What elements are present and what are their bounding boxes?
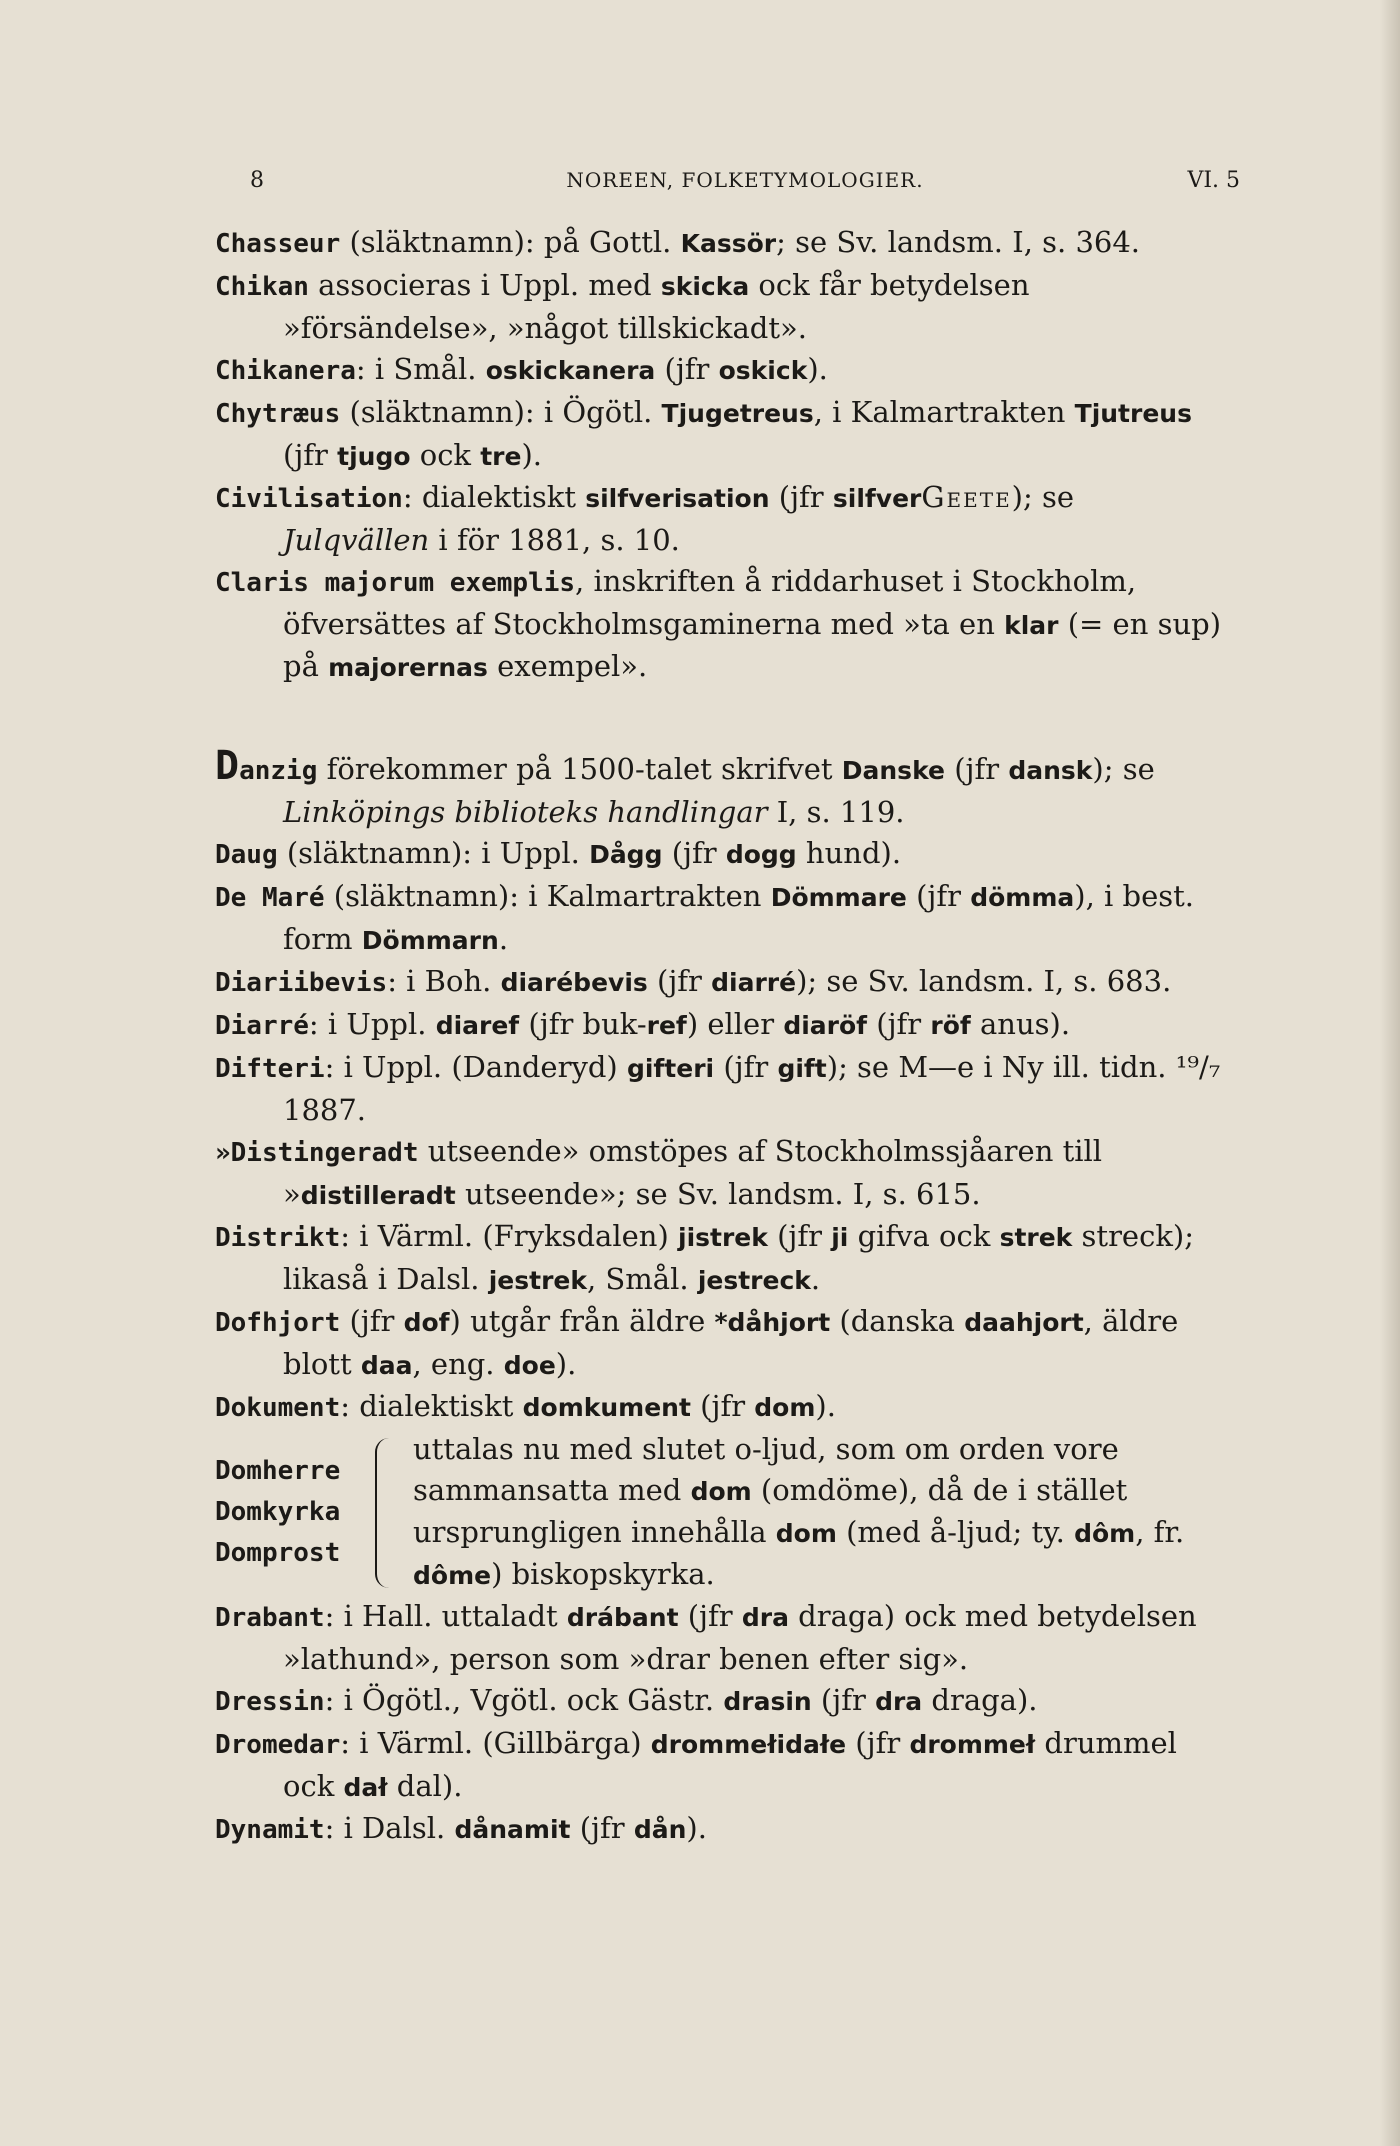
spaced-form: Tjugetreus (661, 399, 814, 428)
spaced-form: diaröf (783, 1011, 868, 1040)
spaced-form: daahjort (964, 1308, 1084, 1337)
text: utseende»; se Sv. landsm. I, s. 615. (455, 1177, 981, 1211)
spaced-form: Danske (841, 756, 945, 785)
spaced-form: gifteri (626, 1054, 715, 1083)
spaced-form: *dåhjort (714, 1308, 831, 1337)
text: (släktnamn): i Uppl. (277, 836, 590, 870)
page-edge-shadow (1380, 0, 1400, 2146)
text: ), i best. form (283, 879, 1195, 956)
text: : i Dalsl. (324, 1811, 455, 1845)
text: ). (686, 1811, 707, 1845)
spaced-form: majorernas (328, 653, 488, 682)
headword-initial: D (215, 743, 240, 789)
spaced-form: dansk (1008, 756, 1093, 785)
text: (jfr (767, 1219, 832, 1253)
spaced-form: drábant (566, 1603, 679, 1632)
text: exempel». (487, 649, 648, 683)
spaced-form: skicka (660, 272, 750, 301)
text: : dialektiskt (402, 480, 586, 514)
headword: Domprost (215, 1538, 341, 1568)
headword: Claris majorum exemplis (215, 568, 576, 598)
text: gifva ock (848, 1219, 1000, 1253)
spaced-form: daa (360, 1351, 413, 1380)
spaced-form: dof (403, 1308, 450, 1337)
headword: Diariibevis (215, 968, 388, 998)
spaced-form: silfver (832, 484, 922, 513)
entries-e-section (215, 1596, 1225, 1851)
spaced-form: jestreck (697, 1266, 811, 1295)
spaced-form: domkument (522, 1393, 691, 1422)
text: (släktnamn): i Ögötl. (340, 395, 662, 429)
spaced-form: gift (777, 1054, 827, 1083)
headword: Domkyrka (215, 1497, 341, 1527)
entries-d-section (215, 743, 1225, 1429)
headword: Chikan (215, 272, 309, 302)
text: , äldre blott (283, 1304, 1179, 1381)
spaced-form: dra (741, 1603, 789, 1632)
text: : i Värml. (Gillbärga) (340, 1726, 651, 1760)
dictionary-entry (215, 349, 1225, 392)
running-title: NOREEN, FOLKETYMOLOGIER. (566, 168, 924, 192)
dictionary-body (215, 222, 1225, 1851)
spaced-form: Dömmarn (361, 926, 499, 955)
text: utseende» omstöpes af Stockholmssjåaren till » (283, 1134, 1103, 1211)
text: ) biskopskyrka. (491, 1557, 715, 1591)
text: : i Hall. uttaladt (324, 1599, 567, 1633)
text: (släktnamn): på Gottl. (340, 225, 681, 259)
text: (omdöme), då de i stället ursprungligen innehålla (413, 1473, 1128, 1549)
dictionary-entry (215, 876, 1225, 961)
text: draga). (922, 1683, 1038, 1717)
spaced-form: ref (646, 1011, 687, 1040)
text: (jfr (769, 480, 833, 514)
text: : dialektiskt (340, 1389, 523, 1423)
spaced-form: dał (343, 1773, 388, 1802)
spaced-form: dra (875, 1687, 923, 1716)
text: : i Smål. (355, 352, 486, 386)
signature-mark: VI. 5 (1187, 168, 1240, 193)
dictionary-entry (215, 833, 1225, 876)
spaced-form: oskickanera (485, 356, 656, 385)
entries-c-section (215, 222, 1225, 688)
text: hund). (796, 836, 902, 870)
spaced-form: klar (1004, 611, 1059, 640)
dictionary-entry (215, 1808, 1225, 1851)
spaced-form: tre (480, 442, 522, 471)
text: (jfr buk- (519, 1007, 647, 1041)
text: (= en sup) på (283, 607, 1222, 683)
text: associeras i Uppl. med (308, 268, 661, 302)
headword: Chikanera (215, 356, 356, 386)
spaced-form: dom (775, 1519, 837, 1548)
text: : i Uppl. (308, 1007, 436, 1041)
spaced-form: dånamit (454, 1815, 571, 1844)
spaced-form: jistrek (678, 1223, 768, 1252)
dictionary-entry (215, 561, 1225, 688)
text: (jfr (867, 1007, 931, 1041)
spaced-form: dogg (725, 840, 797, 869)
spaced-form: Dågg (589, 840, 663, 869)
dictionary-entry (215, 743, 1225, 833)
spaced-form: dôm (1074, 1519, 1136, 1548)
text: , fr. (1135, 1515, 1185, 1549)
text: uttalas nu med slutet o-ljud, som om orden vore sammansatta med (413, 1432, 1119, 1507)
spaced-form: diaref (435, 1011, 520, 1040)
text: (jfr (340, 1304, 404, 1338)
dictionary-entry (215, 1047, 1225, 1131)
headword: Dofhjort (215, 1308, 341, 1338)
text: . (810, 1262, 821, 1296)
dictionary-entry (215, 1596, 1225, 1680)
dictionary-entry (215, 1680, 1225, 1723)
dictionary-entry (215, 961, 1225, 1004)
spaced-form: Tjutreus (1074, 399, 1192, 428)
text: (jfr (662, 836, 726, 870)
text: streck); likaså i Dalsl. (283, 1219, 1194, 1296)
text: (jfr (655, 352, 719, 386)
text: (danska (830, 1304, 965, 1338)
text: ); se (1092, 752, 1155, 786)
spaced-form: drommeł (909, 1730, 1036, 1759)
italic-title: Julqvällen (283, 523, 430, 557)
spaced-form: diarré (711, 968, 797, 997)
headword: Dromedar (215, 1730, 341, 1760)
text: I, s. 119. (767, 795, 905, 829)
headword: Distrikt (215, 1223, 341, 1253)
text: (jfr (690, 1389, 755, 1423)
text: drummel ock (283, 1726, 1177, 1803)
section-gap (215, 688, 1225, 746)
dictionary-entry (215, 392, 1225, 477)
page-number: 8 (250, 168, 264, 193)
text: (jfr (714, 1050, 778, 1084)
headword: anzig (239, 756, 318, 786)
author-name: Geete (921, 480, 1012, 514)
spaced-form: silfverisation (585, 484, 770, 513)
text: (jfr (906, 879, 971, 913)
text: i (429, 523, 457, 557)
headword: Chasseur (215, 229, 341, 259)
entry-group-dom (215, 1429, 1225, 1596)
text: förekommer på 1500-talet skrifvet (317, 752, 842, 786)
spaced-form: dom (690, 1477, 752, 1506)
text: ) eller (686, 1007, 784, 1041)
dictionary-entry (215, 1301, 1225, 1386)
headword: »Distingeradt (215, 1138, 419, 1168)
dictionary-entry (215, 222, 1225, 265)
text: ock (410, 438, 481, 472)
text: (jfr (570, 1811, 634, 1845)
headword: De Maré (215, 883, 325, 913)
dictionary-entry (215, 1004, 1225, 1047)
spaced-form: dån (633, 1815, 687, 1844)
group-headwords (215, 1451, 375, 1574)
text: (jfr (846, 1726, 910, 1760)
text: ); se (1011, 480, 1075, 514)
text: för 1881, s. 10. (456, 523, 680, 557)
text: ). (555, 1347, 577, 1381)
italic-title: Linköpings biblioteks handlingar (283, 795, 768, 829)
headword: Dokument (215, 1393, 341, 1423)
grouping-brace (375, 1438, 403, 1588)
text: draga) ock med betydelsen »lathund», person som »drar benen efter sig». (283, 1599, 1197, 1676)
text: ). (521, 438, 543, 472)
headword: Daug (215, 840, 278, 870)
headword: Chytræus (215, 399, 341, 429)
text: ). (815, 1389, 836, 1423)
text: (jfr (811, 1683, 876, 1717)
text: , i Kalmartrakten (813, 395, 1075, 429)
headword: Dynamit (215, 1815, 325, 1845)
text: , inskriften å riddarhuset i Stockholm, öfversättes af Stockholmsgaminerna med »ta en (283, 564, 1137, 641)
text: ock får betydelsen »försändelse», »något tillskickadt». (283, 268, 1030, 345)
dictionary-entry (215, 477, 1225, 561)
text: : i Uppl. (Danderyd) (324, 1050, 627, 1084)
text: (jfr (944, 752, 1009, 786)
text: dal). (387, 1769, 463, 1803)
text: : i Ögötl., Vgötl. ock Gästr. (324, 1683, 724, 1717)
dictionary-entry (215, 265, 1225, 349)
text: : i Värml. (Fryksdalen) (340, 1219, 678, 1253)
page-header (250, 168, 1240, 198)
text: (släktnamn): i Kalmartrakten (324, 879, 771, 913)
spaced-form: dom (754, 1393, 816, 1422)
dictionary-entry (215, 1723, 1225, 1808)
text: (med å-ljud; ty. (836, 1515, 1075, 1549)
text: ); se M—e i Ny ill. tidn. ¹⁹/₇ 1887. (283, 1050, 1221, 1127)
spaced-form: röf (930, 1011, 971, 1040)
headword: Dressin (215, 1687, 325, 1717)
text: (jfr (647, 964, 712, 998)
spaced-form: drommełidałe (650, 1730, 847, 1759)
text: . (498, 922, 509, 956)
dictionary-entry (215, 1131, 1225, 1216)
text: ); se Sv. landsm. I, s. 683. (796, 964, 1172, 998)
spaced-form: Kassör (680, 229, 777, 258)
spaced-form: strek (999, 1223, 1073, 1252)
text: ; se Sv. landsm. I, s. 364. (776, 225, 1141, 259)
spaced-form: distilleradt (300, 1181, 456, 1210)
dictionary-entry (215, 1386, 1225, 1429)
spaced-form: Dömmare (770, 883, 907, 912)
spaced-form: drasin (723, 1687, 812, 1716)
spaced-form: dôme (413, 1561, 492, 1590)
headword: Difteri (215, 1054, 325, 1084)
headword: Civilisation (215, 484, 403, 514)
text: , eng. (412, 1347, 504, 1381)
spaced-form: dömma (970, 883, 1075, 912)
headword: Domherre (215, 1456, 341, 1486)
headword: Drabant (215, 1603, 325, 1633)
text: ) utgår från äldre (449, 1304, 715, 1338)
text: : i Boh. (387, 964, 501, 998)
text: anus). (970, 1007, 1071, 1041)
spaced-form: diarébevis (500, 968, 648, 997)
spaced-form: ji (831, 1223, 849, 1252)
spaced-form: tjugo (337, 442, 411, 471)
text: (jfr (283, 438, 338, 472)
group-definition (413, 1429, 1225, 1596)
text: , Smål. (587, 1262, 698, 1296)
spaced-form: jestrek (488, 1266, 587, 1295)
headword: Diarré (215, 1011, 309, 1041)
text: (jfr (678, 1599, 742, 1633)
spaced-form: oskick (718, 356, 808, 385)
text: ). (807, 352, 828, 386)
dictionary-entry (215, 1216, 1225, 1301)
spaced-form: doe (503, 1351, 556, 1380)
